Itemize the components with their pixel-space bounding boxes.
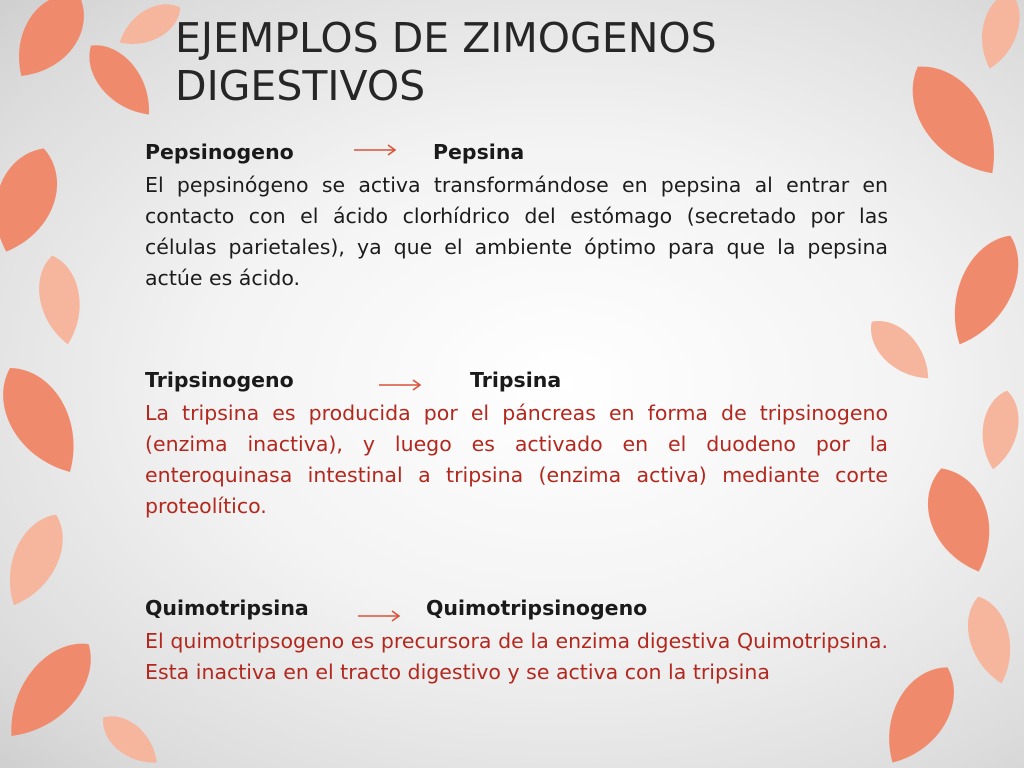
- leaf-icon: [76, 33, 164, 127]
- section-description: El pepsinógeno se activa transformándose en pepsina al entrar en contacto con el ácido clorhídrico del estómago (secretado por las células parietales), ya que el ambiente óptimo para que la pepsina actúe es ácido.: [145, 173, 888, 290]
- enzyme-name: Pepsina: [433, 140, 525, 164]
- leaf-icon: [0, 627, 109, 752]
- section-description: La tripsina es producida por el páncreas en forma de tripsinogeno (enzima inactiva), y luego es activado en el duodeno por la enteroquinasa intestinal a tripsina (enzima activa) mediante corte proteolítico.: [145, 401, 888, 518]
- leaf-icon: [976, 388, 1024, 473]
- leaf-icon: [0, 0, 100, 91]
- arrow-right-icon: [378, 377, 422, 391]
- leaf-icon: [959, 591, 1020, 688]
- conversion-heading: [145, 596, 888, 626]
- leaf-icon: [0, 354, 94, 486]
- conversion-heading: [145, 368, 888, 398]
- enzyme-name: Tripsina: [470, 368, 562, 392]
- leaf-icon: [915, 459, 1006, 582]
- zymogen-name: Quimotripsina: [145, 596, 309, 620]
- section-tripsinogeno: [145, 368, 888, 522]
- leaf-icon: [0, 505, 76, 614]
- leaf-icon: [936, 225, 1024, 356]
- arrow-right-icon: [353, 142, 397, 156]
- section-pepsinogeno: [145, 140, 888, 294]
- slide-title: EJEMPLOS DE ZIMOGENOS DIGESTIVOS: [175, 14, 717, 110]
- leaf-icon: [93, 706, 166, 768]
- section-quimotripsina: [145, 596, 888, 688]
- section-description: El quimotripsogeno es precursora de la enzima digestiva Quimotripsina. Esta inactiva en el tracto digestivo y se activa con la tripsina: [145, 629, 888, 684]
- leaf-icon: [33, 252, 87, 347]
- arrow-right-icon: [357, 608, 401, 622]
- enzyme-name: Quimotripsinogeno: [426, 596, 648, 620]
- zymogen-name: Tripsinogeno: [145, 368, 294, 392]
- conversion-heading: [145, 140, 888, 170]
- leaf-icon: [0, 139, 70, 262]
- zymogen-name: Pepsinogeno: [145, 140, 294, 164]
- leaf-icon: [973, 0, 1024, 73]
